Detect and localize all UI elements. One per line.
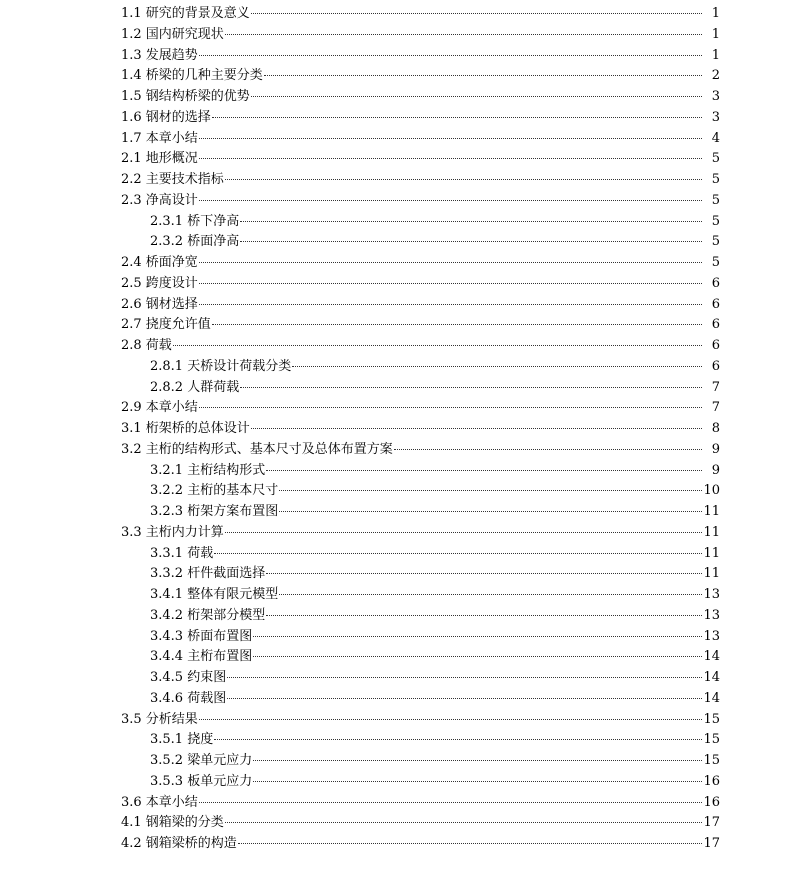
toc-entry-page-number: 13 (703, 607, 720, 623)
dot-leader (199, 158, 702, 159)
toc-entry-title: 1.3 发展趋势 (121, 47, 198, 63)
toc-entry-title: 2.3.2 桥面净高 (150, 234, 240, 250)
toc-entry-title: 2.8.1 天桥设计荷载分类 (150, 358, 292, 374)
toc-entry[interactable] (121, 4, 720, 25)
toc-entry-page-number: 14 (703, 649, 720, 665)
toc-entry-page-number: 8 (711, 421, 720, 436)
toc-entry[interactable] (121, 378, 720, 399)
toc-entry-page-number: 15 (703, 753, 720, 768)
toc-entry-title: 3.4.5 约束图 (150, 670, 227, 685)
dot-leader (253, 656, 702, 657)
dot-leader (279, 511, 702, 512)
toc-entry[interactable] (121, 668, 720, 689)
toc-entry-page-number: 6 (711, 296, 720, 312)
toc-entry[interactable] (121, 627, 720, 648)
toc-entry-page-number: 17 (703, 815, 720, 831)
toc-entry-title: 3.3.1 荷载 (150, 545, 214, 561)
toc-entry[interactable] (121, 274, 720, 295)
toc-entry[interactable] (121, 170, 720, 191)
toc-entry-page-number: 15 (703, 732, 720, 748)
toc-entry-title: 3.2.3 桁架方案布置图 (150, 504, 279, 519)
toc-entry-page-number: 13 (703, 628, 720, 644)
dot-leader (240, 241, 702, 242)
dot-leader (240, 221, 702, 222)
dot-leader (227, 698, 702, 699)
toc-entry-title: 2.8 荷载 (121, 338, 172, 353)
toc-entry-title: 2.2 主要技术指标 (121, 172, 224, 187)
toc-entry-title: 3.6 本章小结 (121, 794, 198, 810)
toc-entry-title: 3.1 桁架桥的总体设计 (121, 421, 250, 436)
toc-entry-title: 2.6 钢材选择 (121, 296, 198, 312)
toc-entry-title: 3.4.1 整体有限元模型 (150, 587, 279, 602)
toc-entry-title: 3.4.4 主桁布置图 (150, 649, 253, 665)
toc-entry[interactable] (121, 46, 720, 67)
toc-entry-page-number: 1 (711, 47, 720, 63)
dot-leader (199, 304, 702, 305)
toc-entry-page-number: 13 (703, 587, 720, 602)
table-of-contents (121, 4, 720, 855)
toc-entry-page-number: 14 (703, 690, 720, 706)
toc-entry-page-number: 15 (703, 711, 720, 727)
toc-entry[interactable] (121, 108, 720, 129)
dot-leader (394, 449, 702, 450)
toc-entry[interactable] (121, 149, 720, 170)
toc-entry-page-number: 5 (711, 172, 720, 187)
toc-entry[interactable] (121, 232, 720, 253)
toc-entry[interactable] (121, 66, 720, 87)
toc-entry-page-number: 7 (711, 379, 720, 395)
toc-entry-page-number: 17 (703, 836, 720, 851)
toc-entry[interactable] (121, 710, 720, 731)
dot-leader (253, 636, 702, 637)
toc-entry-title: 3.4.6 荷载图 (150, 690, 227, 706)
toc-entry[interactable] (121, 689, 720, 710)
dot-leader (264, 75, 702, 76)
toc-entry-title: 1.5 钢结构桥梁的优势 (121, 89, 250, 104)
toc-entry-page-number: 9 (711, 441, 720, 457)
toc-entry[interactable] (121, 336, 720, 357)
toc-entry[interactable] (121, 87, 720, 108)
toc-entry[interactable] (121, 357, 720, 378)
toc-entry-title: 3.2.1 主桁结构形式 (150, 462, 266, 478)
dot-leader (253, 760, 702, 761)
toc-entry[interactable] (121, 253, 720, 274)
dot-leader (225, 34, 702, 35)
toc-entry-page-number: 5 (711, 213, 720, 229)
toc-entry-page-number: 7 (711, 400, 720, 416)
dot-leader (199, 138, 702, 139)
toc-entry[interactable] (121, 440, 720, 461)
toc-entry[interactable] (121, 834, 720, 855)
dot-leader (253, 781, 702, 782)
dot-leader (199, 802, 702, 803)
toc-entry-title: 2.3.1 桥下净高 (150, 213, 240, 229)
toc-entry-title: 3.2.2 主桁的基本尺寸 (150, 483, 279, 499)
toc-entry[interactable] (121, 212, 720, 233)
toc-entry-page-number: 2 (711, 68, 720, 84)
toc-entry-page-number: 5 (711, 151, 720, 167)
toc-entry-page-number: 5 (711, 234, 720, 250)
dot-leader (279, 490, 702, 491)
toc-entry-title: 1.2 国内研究现状 (121, 26, 224, 42)
dot-leader (225, 179, 702, 180)
toc-entry-title: 3.2 主桁的结构形式、基本尺寸及总体布置方案 (121, 441, 393, 457)
toc-entry-title: 3.4.3 桥面布置图 (150, 628, 253, 644)
toc-entry[interactable] (121, 606, 720, 627)
toc-entry-page-number: 11 (703, 524, 720, 540)
toc-entry-page-number: 6 (711, 338, 720, 353)
toc-entry-title: 3.4.2 桁架部分模型 (150, 607, 266, 623)
toc-entry[interactable] (121, 295, 720, 316)
toc-entry[interactable] (121, 730, 720, 751)
dot-leader (240, 387, 702, 388)
toc-entry-page-number: 9 (711, 462, 720, 478)
toc-entry[interactable] (121, 419, 720, 440)
dot-leader (238, 843, 702, 844)
toc-entry-title: 4.2 钢箱梁桥的构造 (121, 836, 237, 851)
toc-entry[interactable] (121, 191, 720, 212)
dot-leader (199, 283, 702, 284)
toc-entry-title: 4.1 钢箱梁的分类 (121, 815, 224, 831)
toc-entry[interactable] (121, 544, 720, 565)
toc-entry-page-number: 4 (711, 130, 720, 146)
dot-leader (212, 117, 702, 118)
toc-entry-page-number: 14 (703, 670, 720, 685)
toc-entry[interactable] (121, 751, 720, 772)
dot-leader (251, 428, 702, 429)
toc-entry[interactable] (121, 315, 720, 336)
dot-leader (279, 594, 702, 595)
toc-entry[interactable] (121, 129, 720, 150)
toc-entry-title: 3.5.1 挠度 (150, 732, 214, 748)
toc-entry-page-number: 16 (703, 794, 720, 810)
toc-entry[interactable] (121, 523, 720, 544)
dot-leader (251, 96, 702, 97)
toc-entry-page-number: 1 (711, 26, 720, 42)
toc-entry-title: 3.3 主桁内力计算 (121, 524, 224, 540)
toc-entry-title: 2.1 地形概况 (121, 151, 198, 167)
toc-entry-page-number: 11 (703, 504, 720, 519)
toc-entry-title: 2.4 桥面净宽 (121, 255, 198, 270)
dot-leader (266, 615, 702, 616)
toc-entry[interactable] (121, 461, 720, 482)
dot-leader (251, 13, 702, 14)
toc-entry-title: 1.4 桥梁的几种主要分类 (121, 68, 263, 84)
toc-entry-page-number: 6 (711, 358, 720, 374)
toc-entry-title: 2.5 跨度设计 (121, 275, 198, 291)
toc-entry-title: 3.5.2 梁单元应力 (150, 753, 253, 768)
dot-leader (199, 719, 702, 720)
dot-leader (199, 55, 702, 56)
dot-leader (199, 407, 702, 408)
toc-entry-title: 2.9 本章小结 (121, 400, 198, 416)
dot-leader (227, 677, 702, 678)
toc-entry[interactable] (121, 502, 720, 523)
dot-leader (214, 739, 702, 740)
toc-entry-title: 2.7 挠度允许值 (121, 317, 211, 333)
toc-entry[interactable] (121, 25, 720, 46)
toc-entry-page-number: 5 (711, 255, 720, 270)
toc-entry-title: 2.3 净高设计 (121, 192, 198, 208)
toc-entry-title: 1.6 钢材的选择 (121, 109, 211, 125)
toc-entry-page-number: 3 (711, 109, 720, 125)
toc-entry-title: 3.5.3 板单元应力 (150, 773, 253, 789)
toc-entry-page-number: 11 (703, 566, 720, 582)
dot-leader (266, 470, 702, 471)
toc-entry-page-number: 16 (703, 773, 720, 789)
dot-leader (173, 345, 702, 346)
toc-entry-title: 1.1 研究的背景及意义 (121, 6, 250, 21)
toc-entry-page-number: 6 (711, 275, 720, 291)
toc-entry-page-number: 10 (703, 483, 720, 499)
toc-entry[interactable] (121, 772, 720, 793)
toc-entry[interactable] (121, 793, 720, 814)
toc-entry[interactable] (121, 481, 720, 502)
dot-leader (266, 573, 702, 574)
dot-leader (225, 532, 702, 533)
dot-leader (212, 324, 702, 325)
toc-entry[interactable] (121, 585, 720, 606)
toc-entry-page-number: 6 (711, 317, 720, 333)
toc-entry-page-number: 3 (711, 89, 720, 104)
dot-leader (225, 822, 702, 823)
dot-leader (292, 366, 702, 367)
toc-entry-page-number: 1 (711, 6, 720, 21)
toc-entry-title: 2.8.2 人群荷载 (150, 379, 240, 395)
dot-leader (199, 262, 702, 263)
toc-entry-title: 1.7 本章小结 (121, 130, 198, 146)
dot-leader (214, 553, 702, 554)
toc-entry[interactable] (121, 813, 720, 834)
toc-entry-page-number: 5 (711, 192, 720, 208)
toc-entry-title: 3.3.2 杆件截面选择 (150, 566, 266, 582)
dot-leader (199, 200, 702, 201)
toc-entry-page-number: 11 (703, 545, 720, 561)
toc-entry[interactable] (121, 564, 720, 585)
toc-entry[interactable] (121, 647, 720, 668)
toc-entry[interactable] (121, 398, 720, 419)
toc-entry-title: 3.5 分析结果 (121, 711, 198, 727)
